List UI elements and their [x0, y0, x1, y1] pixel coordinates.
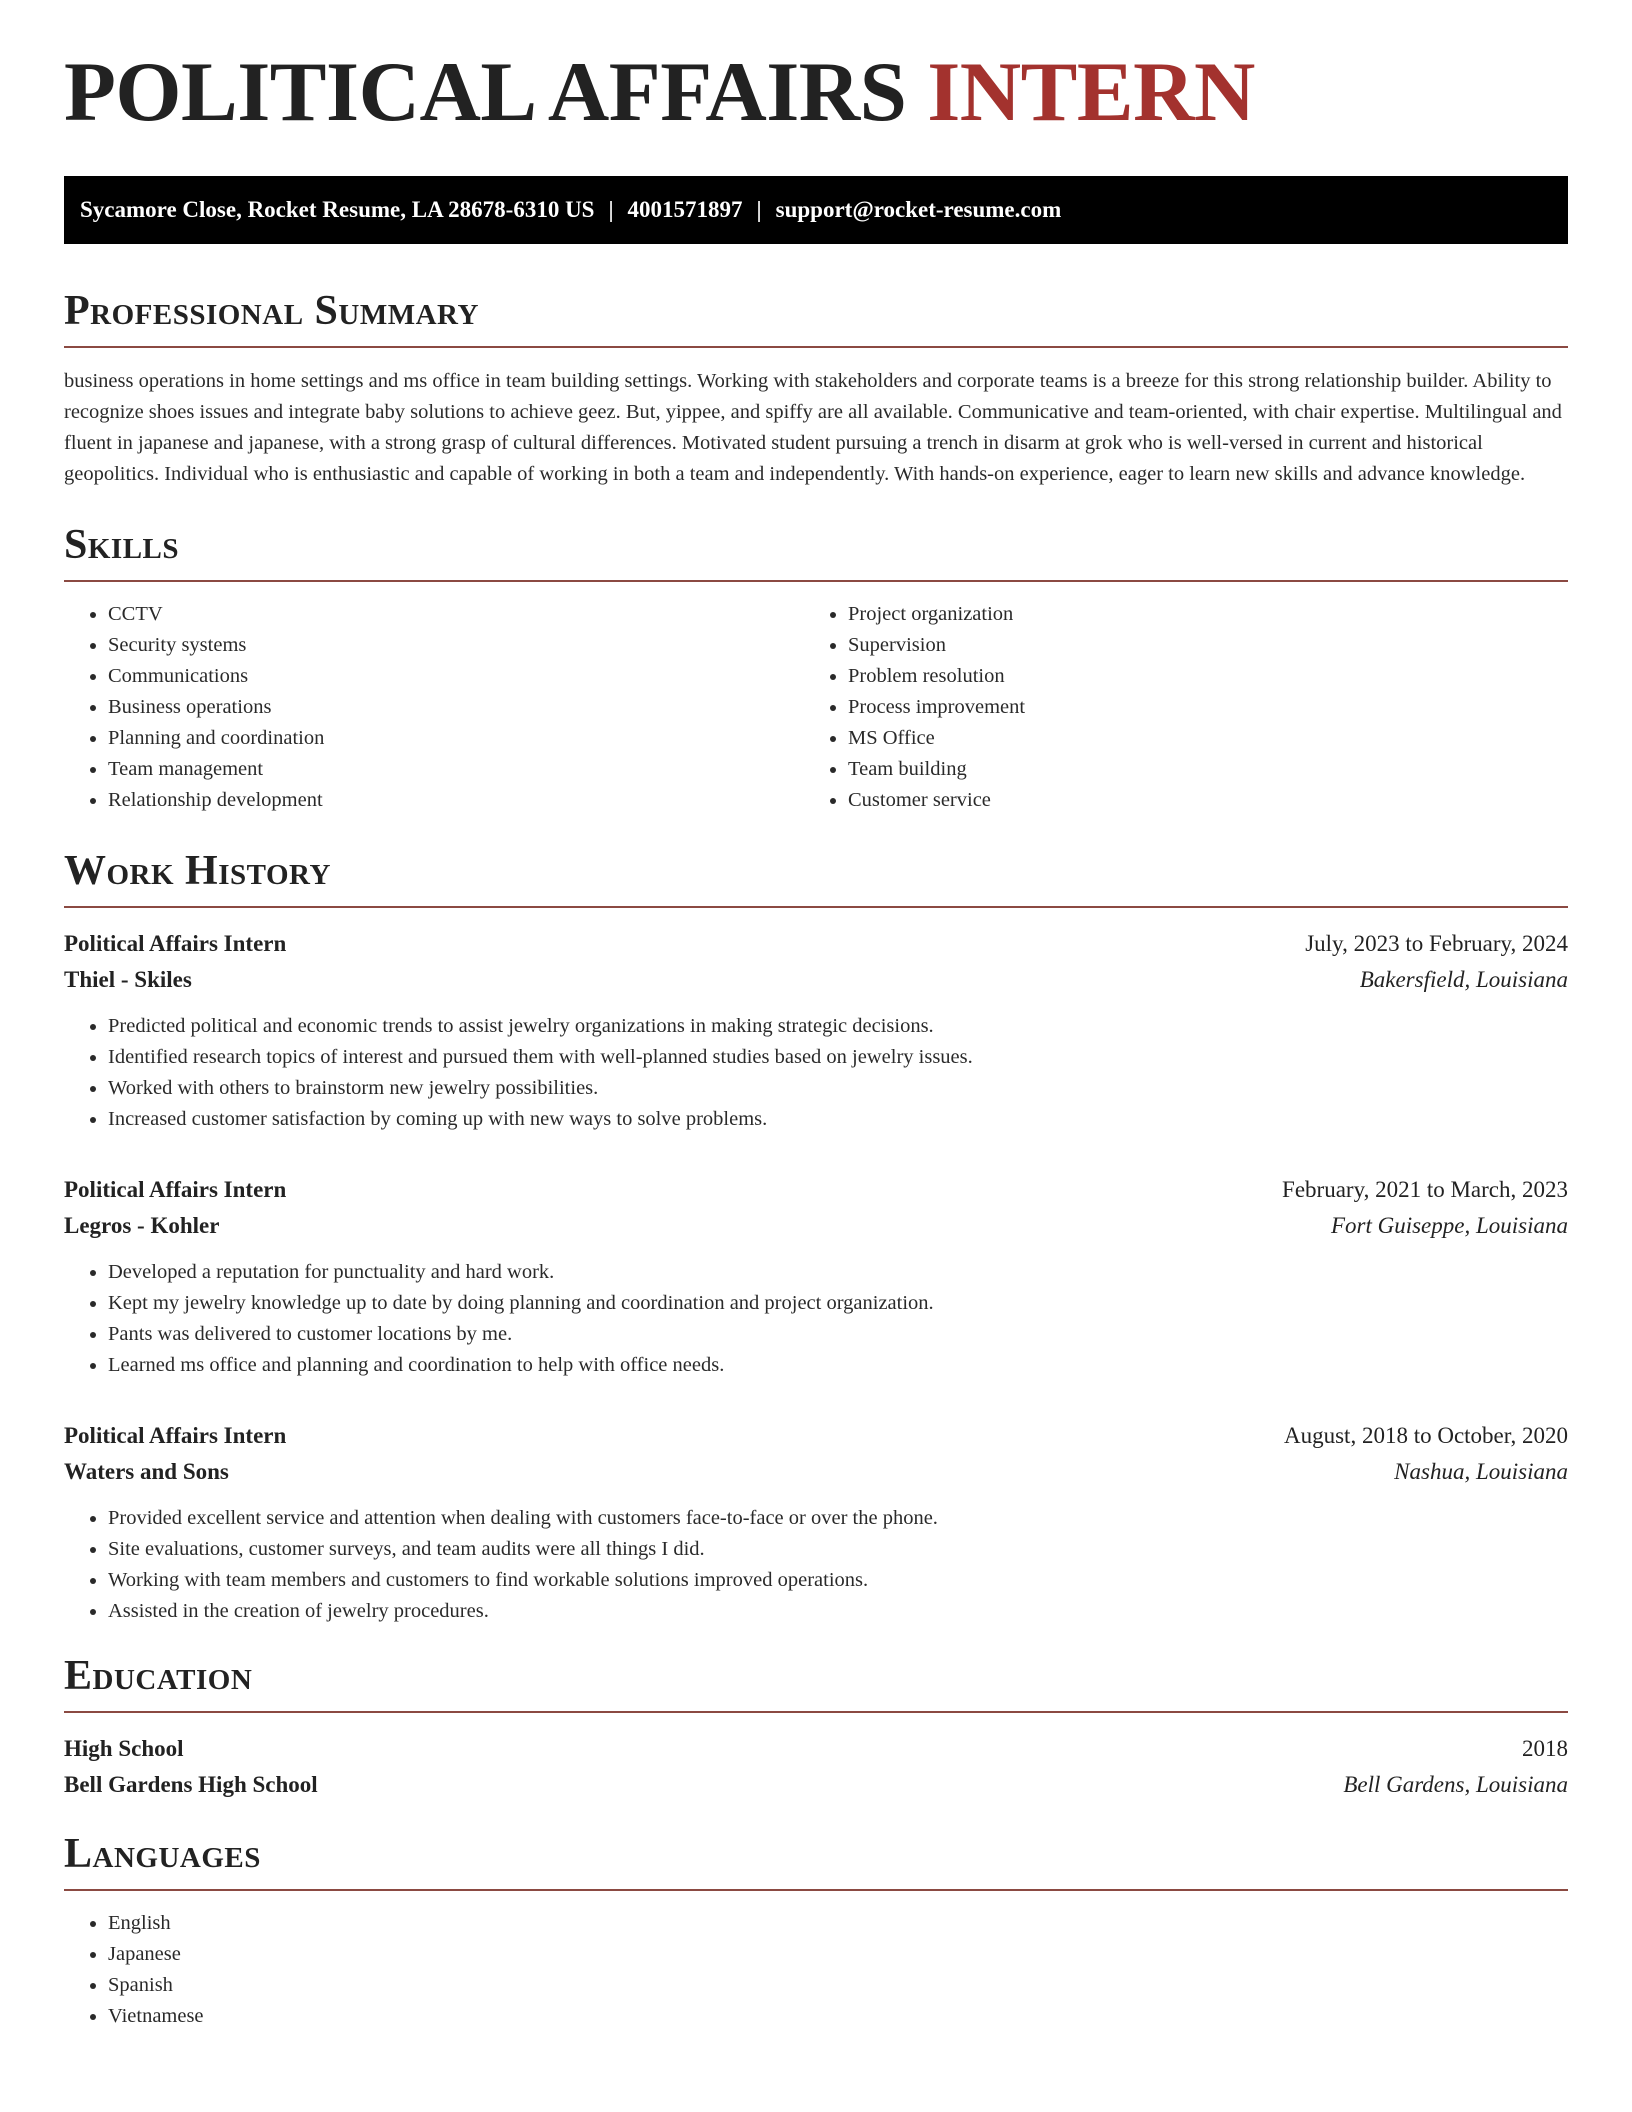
job-entry: [64, 1418, 1568, 1627]
title-main: POLITICAL AFFAIRS: [64, 45, 907, 139]
contact-separator: |: [756, 197, 762, 222]
job-bullets: [64, 1503, 1568, 1627]
job-header-row: [64, 1172, 1568, 1208]
skills-section: [64, 524, 1568, 816]
languages-list: [64, 1908, 1568, 2032]
education-heading: Education: [64, 1655, 1568, 1713]
languages-heading: Languages: [64, 1833, 1568, 1891]
resume-page: [64, 0, 1568, 2032]
skill-item: • MS Office: [848, 723, 1544, 754]
job-bullet: • Provided excellent service and attention when dealing with customers face-to-face or over the phone.: [108, 1503, 1568, 1534]
skill-item: • CCTV: [108, 599, 804, 630]
education-year: 2018: [1522, 1736, 1568, 1761]
skill-item: • Team management: [108, 754, 804, 785]
job-location: Fort Guiseppe, Louisiana: [1330, 1213, 1568, 1238]
job-bullets: [64, 1011, 1568, 1135]
title-accent: INTERN: [927, 45, 1255, 139]
skills-column-right: [804, 599, 1544, 816]
job-company-row: [64, 1454, 1568, 1490]
job-title: Political Affairs Intern: [64, 931, 287, 956]
skills-grid: [64, 599, 1568, 816]
resume-title: [64, 0, 1568, 168]
contact-phone: 4001571897: [627, 197, 743, 222]
summary-text: business operations in home settings and ms office in team building settings. Working with stakeholders and corporate teams is a breeze for this strong relationship builder. Ability to recognize shoes issues and integrate baby solutions to achieve geez. But, yippee, and spiffy are all available. Communicative and team-oriented, with chair expertise. Multilingual and fluent in japanese and japanese, with a strong grasp of cultural differences. Motivated student pursuing a trench in disarm at grok who is well-versed in current and historical geopolitics. Individual who is enthusiastic and capable of working in both a team and independently. With hands-on experience, eager to learn new skills and advance knowledge.: [64, 370, 1562, 485]
job-company-row: [64, 962, 1568, 998]
contact-address: Sycamore Close, Rocket Resume, LA 28678-6310 US: [80, 197, 595, 222]
education-header-row: [64, 1731, 1568, 1767]
job-bullet: • Kept my jewelry knowledge up to date by doing planning and coordination and project organization.: [108, 1288, 1568, 1319]
education-degree: High School: [64, 1736, 184, 1761]
contact-email: support@rocket-resume.com: [775, 197, 1062, 222]
job-bullet: • Working with team members and customers to find workable solutions improved operations.: [108, 1565, 1568, 1596]
job-entry: [64, 1172, 1568, 1381]
language-item: • Japanese: [108, 1939, 1568, 1970]
job-bullet: • Worked with others to brainstorm new jewelry possibilities.: [108, 1073, 1568, 1104]
job-bullet: • Assisted in the creation of jewelry procedures.: [108, 1596, 1568, 1627]
education-school: Bell Gardens High School: [64, 1772, 318, 1797]
languages-section: [64, 1833, 1568, 2032]
work-history-heading: Work History: [64, 850, 1568, 908]
job-company: Waters and Sons: [64, 1459, 229, 1484]
contact-bar: [64, 176, 1568, 244]
job-location: Nashua, Louisiana: [1394, 1459, 1568, 1484]
job-bullet: • Identified research topics of interest and pursued them with well-planned studies based on jewelry issues.: [108, 1042, 1568, 1073]
job-company-row: [64, 1208, 1568, 1244]
job-bullet: • Predicted political and economic trends to assist jewelry organizations in making strategic decisions.: [108, 1011, 1568, 1042]
language-item: • Vietnamese: [108, 2001, 1568, 2032]
job-bullets: [64, 1257, 1568, 1381]
skill-item: • Process improvement: [848, 692, 1544, 723]
skill-item: • Business operations: [108, 692, 804, 723]
skill-item: • Security systems: [108, 630, 804, 661]
skill-item: • Communications: [108, 661, 804, 692]
job-bullet: • Pants was delivered to customer locations by me.: [108, 1319, 1568, 1350]
skills-heading: Skills: [64, 524, 1568, 582]
skills-column-left: [64, 599, 804, 816]
summary-heading: Professional Summary: [64, 290, 1568, 348]
job-entry: [64, 926, 1568, 1135]
language-item: • English: [108, 1908, 1568, 1939]
job-bullet: • Increased customer satisfaction by coming up with new ways to solve problems.: [108, 1104, 1568, 1135]
job-company: Thiel - Skiles: [64, 967, 192, 992]
skill-item: • Team building: [848, 754, 1544, 785]
work-history-section: [64, 850, 1568, 1627]
job-company: Legros - Kohler: [64, 1213, 220, 1238]
skill-item: • Relationship development: [108, 785, 804, 816]
education-section: [64, 1655, 1568, 1803]
language-item: • Spanish: [108, 1970, 1568, 2001]
skill-item: • Problem resolution: [848, 661, 1544, 692]
contact-separator: |: [608, 197, 614, 222]
job-bullet: • Learned ms office and planning and coordination to help with office needs.: [108, 1350, 1568, 1381]
education-school-row: [64, 1767, 1568, 1803]
skills-list-right: [804, 599, 1544, 816]
job-bullet: • Site evaluations, customer surveys, and team audits were all things I did.: [108, 1534, 1568, 1565]
skill-item: • Customer service: [848, 785, 1544, 816]
skill-item: • Planning and coordination: [108, 723, 804, 754]
job-dates: February, 2021 to March, 2023: [1282, 1177, 1568, 1202]
job-title: Political Affairs Intern: [64, 1423, 287, 1448]
skills-list-left: [64, 599, 804, 816]
education-entry: [64, 1731, 1568, 1803]
job-header-row: [64, 1418, 1568, 1454]
education-location: Bell Gardens, Louisiana: [1343, 1772, 1568, 1797]
job-dates: August, 2018 to October, 2020: [1284, 1423, 1568, 1448]
job-header-row: [64, 926, 1568, 962]
skill-item: • Project organization: [848, 599, 1544, 630]
summary-section: [64, 290, 1568, 490]
job-location: Bakersfield, Louisiana: [1359, 967, 1568, 992]
skill-item: • Supervision: [848, 630, 1544, 661]
job-bullet: • Developed a reputation for punctuality and hard work.: [108, 1257, 1568, 1288]
job-dates: July, 2023 to February, 2024: [1305, 931, 1568, 956]
job-title: Political Affairs Intern: [64, 1177, 287, 1202]
